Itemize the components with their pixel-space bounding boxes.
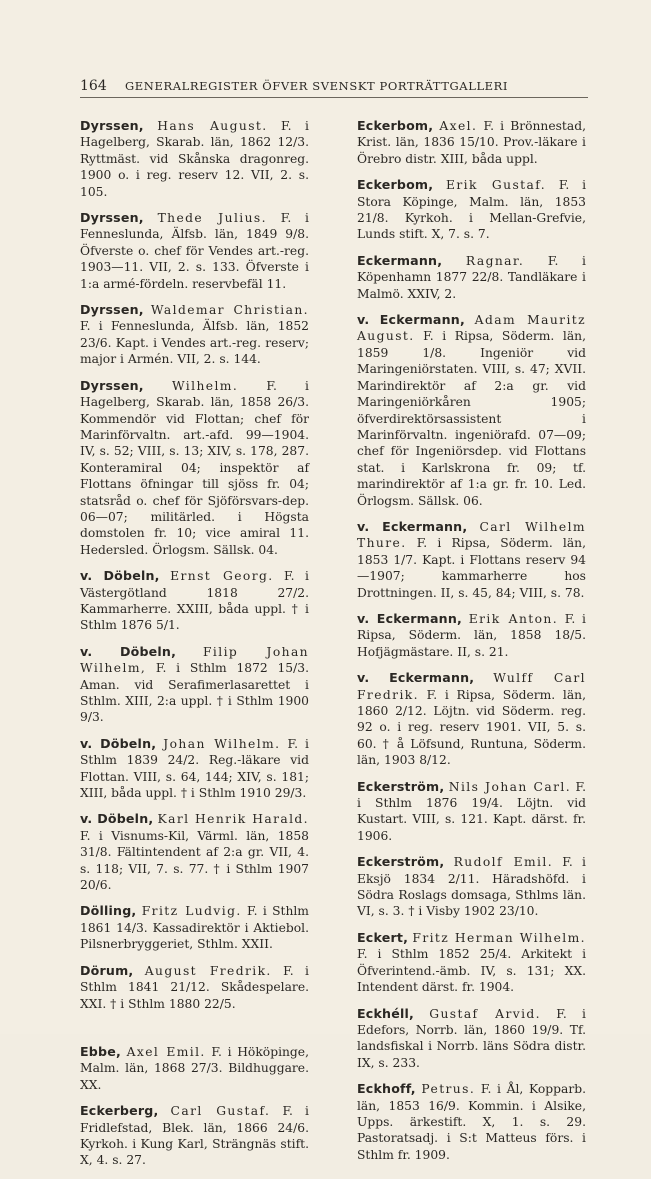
entry-text: F. i Hagelberg, Skarab. län, 1858 26/3. Kommendör vid Flottan; chef för Marinförvaltn. art.-afd. 99—1904. IV, s. 52; VIII, s. 13; XIV, s. 178, 287. Konteramiral 04; inspektör af Flottans öfningar till sjöss fr. 04; statsråd o. chef för Sjöförsvars-dep. 06—07; militärled. i Högsta domstolen fr. 10; vice amiral 11. Hedersled. Örlogsm. Sällsk. 04.	[80, 378, 309, 557]
register-entry	[80, 210, 309, 292]
entry-surname: Dyrssen,	[80, 118, 144, 133]
entry-text: F. i Sthlm 1872 15/3. Aman. vid Serafimerlasarettet i Sthlm. XIII, 2:a uppl. † i Sthlm 1900 9/3.	[80, 661, 309, 725]
entry-surname: v. Eckermann,	[357, 312, 465, 328]
entry-given-names: Axel.	[439, 119, 478, 133]
entry-surname: Eckerström,	[357, 778, 445, 794]
entry-surname: Eckerberg,	[80, 1103, 159, 1119]
register-entry	[80, 568, 309, 634]
running-header	[80, 78, 588, 98]
right-column	[357, 118, 586, 1173]
entry-given-names: Erik Gustaf.	[445, 178, 547, 193]
register-entry	[80, 378, 309, 558]
entry-surname: v. Döbeln,	[80, 811, 154, 827]
entry-text: F. i Fridlefstad, Blek. län, 1866 24/6. Kyrkoh. i Kung Karl, Strängnäs stift. X, 4. s. 27.	[80, 1104, 309, 1168]
entry-text: F. i Brönnestad, Krist. län, 1836 15/10. Prov.-läkare i Örebro distr. XIII, båda uppl.	[357, 119, 586, 166]
entry-given-names: Johan Wilhelm.	[163, 736, 281, 751]
entry-surname: v. Eckermann,	[357, 610, 462, 626]
register-entry	[80, 963, 309, 1012]
entry-given-names: Fritz Ludvig.	[141, 904, 242, 919]
entry-given-names: Wulff Carl Fredrik.	[357, 671, 586, 702]
entry-surname: Dyrssen,	[80, 210, 144, 226]
entry-given-names: Carl Gustaf.	[170, 1104, 271, 1119]
entry-text: F. i Sthlm 1841 21/12. Skådespelare. XXI. † i Sthlm 1880 22/5.	[80, 963, 309, 1011]
page-number: 164	[80, 78, 107, 94]
register-entry	[357, 519, 586, 601]
entry-given-names: Axel Emil.	[126, 1044, 206, 1059]
entry-given-names: Thede Julius.	[157, 211, 267, 226]
entry-surname: Eckhoff,	[357, 1081, 416, 1097]
section-gap	[80, 1022, 309, 1044]
register-entry	[80, 302, 309, 368]
register-entry	[80, 1103, 309, 1169]
running-title: GENERALREGISTER ÖFVER SVENSKT PORTRÄTTGALLERI	[125, 79, 509, 93]
register-entry	[80, 903, 309, 952]
entry-given-names: Gustaf Arvid.	[429, 1006, 541, 1021]
register-entry	[357, 312, 586, 509]
entry-surname: v. Eckermann,	[357, 670, 475, 686]
entry-surname: v. Döbeln,	[80, 568, 160, 584]
entry-text: F. i Stora Köpinge, Malm. län, 1853 21/8. Kyrkoh. i Mellan-Grefvie, Lunds stift. X, 7. s. 7.	[357, 178, 587, 242]
entry-surname: Dyrssen,	[80, 302, 144, 318]
entry-given-names: August Fredrik.	[144, 963, 272, 978]
register-entry	[357, 1006, 586, 1072]
entry-surname: v. Döbeln,	[80, 735, 157, 751]
entry-given-names: Filip Johan Wilhelm,	[80, 644, 309, 676]
entry-text: F. i Ål, Kopparb. län, 1853 16/9. Kommin. i Alsike, Upps. ärkestift. X, 1. s. 29. Pastoratsadj. i S:t Matteus förs. i Sthlm fr. 1909.	[357, 1082, 586, 1162]
register-entry	[357, 177, 586, 243]
register-entry	[357, 930, 586, 996]
entry-text: F. i Edefors, Norrb. län, 1860 19/9. Tf. landsfiskal i Norrb. läns Södra distr. IX, s. 233.	[357, 1006, 586, 1070]
entry-text: F. i Västergötland 1818 27/2. Kammarherre. XXIII, båda uppl. † i Sthlm 1876 5/1.	[80, 569, 309, 633]
entry-surname: Eckerbom,	[357, 118, 434, 133]
entry-text: F. i Ripsa, Söderm. län, 1859 1/8. Ingeniör vid Maringeniörstaten. VIII, s. 47; XVII. Marindirektör af 2:a gr. vid Maringeniörkåren 1905; öfverdirektörsassistent i Marinförvaltn. ingeniörafd. 07—09; chef för Ingeniörsdep. vid Flottans stat. i Karlskrona fr. 09; tf. marindirektör af 1:a gr. fr. 10. Led. Örlogsm. Sällsk. 06.	[357, 329, 586, 508]
entry-given-names: Ernst Georg.	[170, 569, 274, 584]
entry-given-names: Carl Wilhelm Thure.	[357, 519, 586, 551]
entry-text: F. i Visnums-Kil, Värml. län, 1858 31/8. Fältintendent af 2:a gr. VII, 4. s. 118; VII, 7. s. 77. † i Sthlm 1907 20/6.	[80, 828, 309, 893]
entry-text: F. i Köpenhamn 1877 22/8. Tandläkare i Malmö. XXIV, 2.	[357, 253, 586, 301]
entry-surname: Eckerbom,	[357, 177, 434, 193]
register-entry	[357, 779, 586, 845]
entry-given-names: Petrus.	[421, 1082, 476, 1097]
entry-text: F. i Ripsa, Söderm. län, 1853 1/7. Kapt. i Flottans reserv 94—1907; kammarherre hos Drottningen. II, s. 45, 84; VIII, s. 78.	[357, 536, 586, 600]
entry-surname: Eckert,	[357, 929, 409, 945]
register-entry	[357, 611, 586, 660]
entry-surname: v. Döbeln,	[80, 643, 177, 659]
entry-given-names: Wilhelm.	[171, 378, 239, 393]
entry-given-names: Nils Johan Carl.	[448, 779, 572, 794]
entry-surname: Eckerström,	[357, 854, 445, 870]
register-entry	[80, 644, 309, 726]
entry-given-names: Hans August.	[157, 119, 268, 133]
entry-text: F. i Ripsa, Söderm. län, 1860 2/12. Löjtn. vid Söderm. reg. 92 o. i reg. reserv 1901. VII, 5. s. 60. † å Löfsund, Runtuna, Söderm. län, 1903 8/12.	[357, 687, 586, 768]
entry-surname: Dölling,	[80, 903, 137, 919]
register-entry	[80, 1044, 309, 1093]
entry-given-names: Waldemar Christian.	[150, 303, 309, 318]
entry-text: F. i Fenneslunda, Älfsb. län, 1852 23/6. Kapt. i Vendes art.-reg. reserv; major i Armén. VII, 2. s. 144.	[80, 319, 309, 367]
entry-given-names: Erik Anton.	[468, 611, 559, 626]
register-entry	[357, 253, 586, 302]
register-entry	[80, 736, 309, 802]
left-column	[80, 118, 309, 1179]
entry-text: F. i Eksjö 1834 2/11. Häradshöfd. i Södra Roslags domsaga, Sthlms län. VI, s. 3. † i Visby 1902 23/10.	[357, 855, 586, 919]
entry-text: F. i Ripsa, Söderm. län, 1858 18/5. Hofjägmästare. II, s. 21.	[357, 611, 586, 659]
entry-surname: Ebbe,	[80, 1043, 121, 1059]
entry-given-names: Fritz Herman Wilhelm.	[412, 930, 586, 945]
entry-surname: Dörum,	[80, 962, 134, 978]
entry-given-names: Ragnar.	[465, 253, 525, 268]
register-entry	[357, 118, 586, 167]
entry-given-names: Rudolf Emil.	[453, 855, 554, 870]
entry-text: F. i Hagelberg, Skarab. län, 1862 12/3. Ryttmäst. vid Skånska dragonreg. 1900 o. i reg. reserv 12. VII, 2. s. 105.	[80, 119, 309, 199]
entry-surname: Eckermann,	[357, 252, 443, 268]
entry-text: F. i Hököpinge, Malm. län, 1868 27/3. Bildhuggare. XX.	[80, 1044, 309, 1092]
register-entry	[357, 670, 586, 768]
entry-surname: v. Eckermann,	[357, 518, 468, 534]
register-entry	[357, 854, 586, 920]
entry-surname: Eckhéll,	[357, 1005, 414, 1021]
register-entry	[80, 118, 309, 200]
entry-text: F. i Sthlm 1839 24/2. Reg.-läkare vid Flottan. VIII, s. 64, 144; XIV, s. 181; XIII, båda uppl. † i Sthlm 1910 29/3.	[80, 736, 309, 801]
entry-text: F. i Sthlm 1876 19/4. Löjtn. vid Kustart. VIII, s. 121. Kapt. därst. fr. 1906.	[357, 779, 586, 843]
register-entry	[80, 811, 309, 893]
register-entry	[357, 1081, 586, 1163]
entry-given-names: Adam Mauritz August.	[357, 313, 586, 344]
entry-given-names: Karl Henrik Harald.	[157, 812, 309, 827]
entry-text: F. i Sthlm 1852 25/4. Arkitekt i Öfverintend.-ämb. IV, s. 131; XX. Intendent därst. fr. 1904.	[357, 947, 586, 995]
entry-text: F. i Fenneslunda, Älfsb. län, 1849 9/8. Öfverste o. chef för Vendes art.-reg. 1903—11. VII, 2. s. 133. Öfverste i 1:a armé-fördeln. reservbefäl 11.	[80, 211, 309, 291]
entry-surname: Dyrssen,	[80, 377, 144, 393]
entry-text: F. i Sthlm 1861 14/3. Kassadirektör i Aktiebol. Pilsnerbryggeriet, Sthlm. XXII.	[80, 904, 309, 952]
